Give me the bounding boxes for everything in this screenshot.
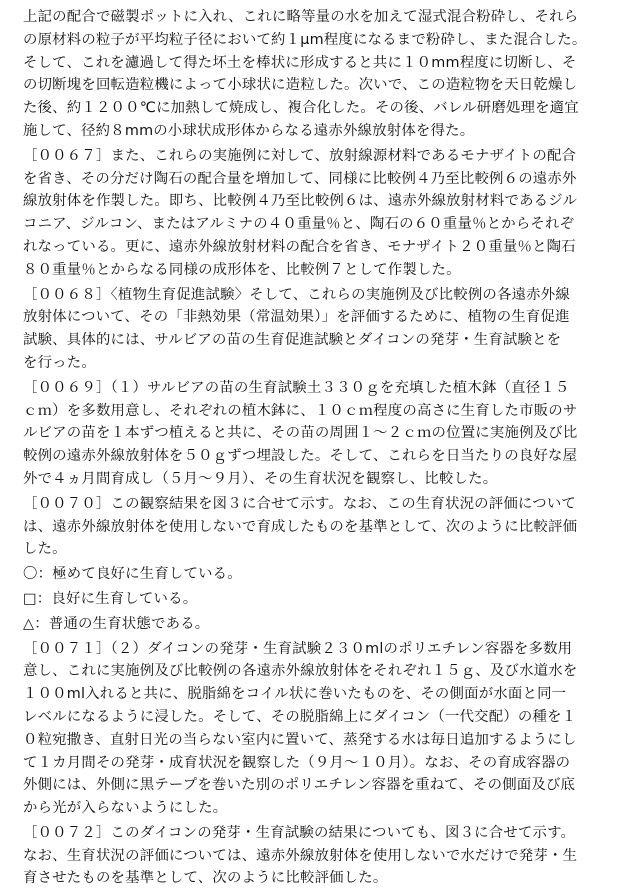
text-line: の原材料の粒子が平均粒子径において約１μm程度になるまで粉砕し、また混合した。: [23, 31, 587, 48]
text-line: 試験、具体的には、サルビアの苗の生育促進試験とダイコンの発芽・生育試験とを: [23, 332, 562, 349]
paragraph-p-0072: [23, 822, 598, 890]
text-line: れなっている。更に、遠赤外線放射材料の配合を省き、モナザイト２０重量％と陶石: [23, 238, 576, 255]
text-line: ０粒宛撒き、直射日光の当らない室内に置いて、蒸発する水は毎日追加するようにし: [23, 731, 577, 748]
text-line: ［００６９］（１）サルビアの苗の生育試験土３３０ｇを充填した植木鉢（直径１５: [23, 379, 570, 396]
text-line: ｃｍ）を多数用意し、それぞれの植木鉢に、１０ｃｍ程度の高さに生育した市販のサ: [23, 402, 578, 419]
paragraph-p-0066-continued: [23, 6, 598, 143]
paragraph-p-0069: [23, 377, 598, 491]
text-line: ［００７２］このダイコンの発芽・生育試験の結果についても、図３に合せて示す。: [23, 824, 576, 841]
text-line: １００ml入れると共に、脱脂綿をコイル状に巻いたものを、その側面が水面と同一: [23, 686, 567, 703]
text-line: て１カ月間その発芽・成育状況を観察した（９月～１０月）。なお、その育成容器の: [23, 754, 571, 771]
text-line: ［００６８］〈植物生育促進試験〉そして、これらの実施例及び比較例の各遠赤外線: [23, 286, 570, 303]
text-line: 上記の配合で磁製ポットに入れ、これに略等量の水を加えて湿式混合粉砕し、それら: [23, 9, 579, 25]
text-line: 育させたものを基準として、次のように比較評価した。: [23, 870, 388, 887]
text-line: た後、約１２００℃に加熱して焼成し、複合化した。その後、バレル研磨処理を適宜: [23, 100, 579, 117]
text-line: 線放射体を作製した。即ち、比較例４乃至比較例６は、遠赤外線放射材料であるジル: [23, 193, 578, 210]
text-line: なお、生育状況の評価については、遠赤外線放射体を使用しないで水だけで発芽・生: [23, 847, 578, 864]
paragraph-p-0067: [23, 145, 598, 282]
paragraph-p-legend-triangle: [23, 613, 598, 636]
text-line: 較例の遠赤外線放射体を５０ｇずつ埋設した。そして、これらを日当たりの良好な屋: [23, 448, 578, 465]
text-line: ８０重量％とからなる同様の成形体を、比較例７として作製した。: [23, 261, 461, 278]
paragraph-p-0071: [23, 638, 598, 820]
text-line: を行った。: [23, 354, 96, 371]
text-line: 意し、これに実施例及び比較例の各遠赤外線放射体をそれぞれ１５ｇ、及び水道水を: [23, 663, 578, 680]
text-line: そして、これを濾過して得た坏土を棒状に形成すると共に１０mm程度に切断し、そ: [23, 54, 577, 71]
text-line: ［００７１］（２）ダイコンの発芽・生育試験２３０mlのポリエチレン容器を多数用: [23, 640, 573, 657]
text-line: した。: [23, 541, 67, 558]
text-line: △：普通の生育状態である。: [23, 615, 210, 632]
paragraph-p-legend-square: [23, 588, 598, 611]
paragraph-p-legend-circle: [23, 563, 598, 586]
text-line: ［００６７］また、これらの実施例に対して、放射線源材料であるモナザイトの配合: [23, 147, 577, 164]
text-line: ルビアの苗を１本ずつ植えると共に、その苗の周囲１～２ｃｍの位置に実施例及び比: [23, 425, 578, 442]
text-line: 外で４ヵ月間育成し（５月～９月）、その生育状況を観察し、比較した。: [23, 470, 498, 487]
text-line: コニア、ジルコン、またはアルミナの４０重量％と、陶石の６０重量％とからそれぞ: [23, 216, 575, 233]
text-line: 〇：極めて良好に生育している。: [23, 566, 242, 583]
text-line: □：良好に生育している。: [23, 590, 198, 607]
text-line: の切断塊を回転造粒機によって小球状に造粒した。次いで、この造粒物を天日乾燥し: [23, 77, 578, 94]
text-line: 放射体について、その「非熱効果（常温効果）」を評価するために、植物の生育促進: [23, 309, 570, 326]
text-line: は、遠赤外線放射体を使用しないで育成したものを基準として、次のように比較評価: [23, 518, 578, 535]
paragraph-p-0070: [23, 493, 598, 561]
text-line: を省き、その分だけ陶石の配合量を増加して、同様に比較例４乃至比較例６の遠赤外: [23, 170, 577, 187]
text-line: レベルになるように浸した。そして、その脱脂綿上にダイコン（一代交配）の種を１: [23, 708, 577, 725]
paragraph-p-0068: [23, 284, 598, 375]
text-line: から光が入らないようにした。: [23, 800, 228, 817]
text-line: 施して、径約８mmの小球状成形体からなる遠赤外線放射体を得た。: [23, 122, 475, 139]
text-line: 外側には、外側に黒テープを巻いた別のポリエチレン容器を重ねて、その側面及び底: [23, 777, 576, 794]
text-line: ［００７０］この観察結果を図３に合せて示す。なお、この生育状況の評価について: [23, 495, 577, 512]
